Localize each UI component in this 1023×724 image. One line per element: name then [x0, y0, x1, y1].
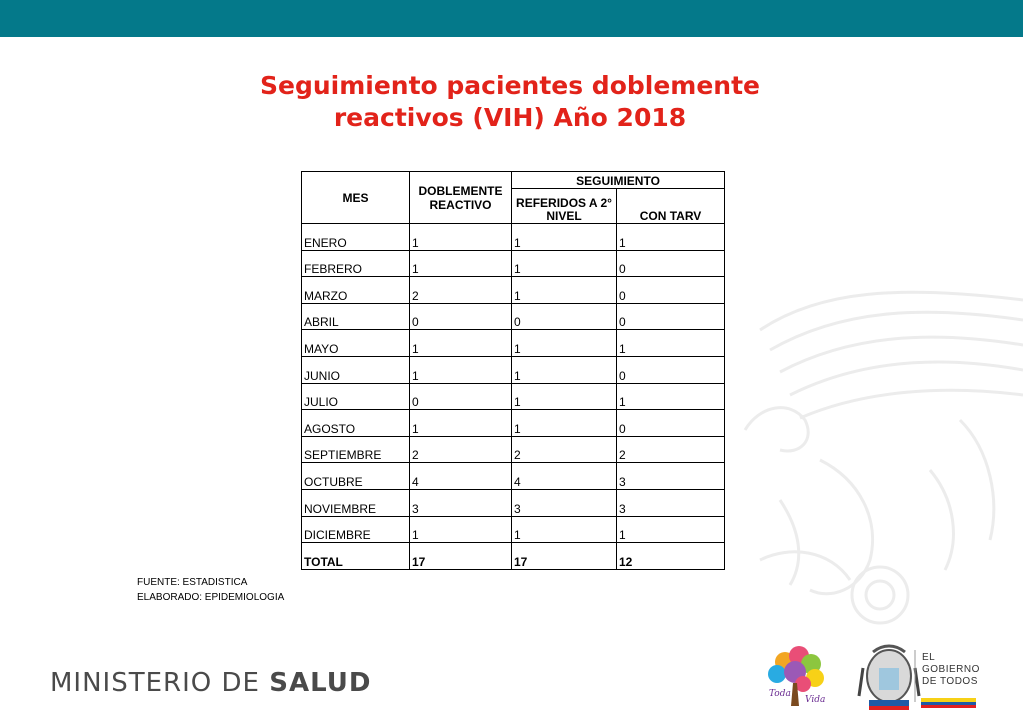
cell-referidos: 0: [512, 303, 617, 330]
cell-doblemente-reactivo: 1: [410, 516, 512, 543]
cell-con-tarv: 2: [617, 436, 725, 463]
cell-doblemente-reactivo: 3: [410, 489, 512, 516]
table-row: [302, 383, 725, 410]
cell-con-tarv: 1: [617, 330, 725, 357]
cell-referidos: 1: [512, 330, 617, 357]
cell-con-tarv: 3: [617, 489, 725, 516]
ministry-logo-text: [50, 668, 371, 698]
cell-doblemente-reactivo: 1: [410, 250, 512, 277]
header-referidos: REFERIDOS A 2° NIVEL: [512, 189, 617, 224]
slide-title: [230, 70, 790, 134]
tree-logo-icon: [768, 646, 825, 706]
cell-doblemente-reactivo: 1: [410, 410, 512, 437]
cell-con-tarv: 1: [617, 383, 725, 410]
cell-con-tarv: 1: [617, 516, 725, 543]
cell-mes: JUNIO: [302, 356, 410, 383]
table-row: [302, 463, 725, 490]
table-row: [302, 330, 725, 357]
flag-stripe-icon: [921, 698, 976, 708]
cell-mes: DICIEMBRE: [302, 516, 410, 543]
cell-mes: MAYO: [302, 330, 410, 357]
cell-mes: NOVIEMBRE: [302, 489, 410, 516]
cell-con-tarv: 0: [617, 277, 725, 304]
table-row: [302, 277, 725, 304]
gobierno-logo-text: [922, 652, 980, 688]
cell-con-tarv: 0: [617, 303, 725, 330]
table-row: [302, 356, 725, 383]
cell-referidos: 17: [512, 543, 617, 570]
table-body: [302, 224, 725, 570]
cell-mes: ABRIL: [302, 303, 410, 330]
cell-referidos: 1: [512, 250, 617, 277]
cell-mes: ENERO: [302, 224, 410, 251]
cell-doblemente-reactivo: 2: [410, 436, 512, 463]
cell-referidos: 1: [512, 383, 617, 410]
gobierno-line-2: GOBIERNO: [922, 664, 980, 675]
table-row: [302, 516, 725, 543]
table-total-row: [302, 543, 725, 570]
title-line-2: reactivos (VIH) Año 2018: [333, 103, 687, 132]
cell-mes: JULIO: [302, 383, 410, 410]
header-doblemente-reactivo: DOBLEMENTE REACTIVO: [410, 172, 512, 224]
svg-text:Toda: Toda: [769, 689, 791, 699]
cell-referidos: 2: [512, 436, 617, 463]
source-notes: [137, 576, 284, 605]
table-row: [302, 224, 725, 251]
gobierno-line-3: DE TODOS: [922, 676, 978, 687]
table-row: [302, 303, 725, 330]
cell-referidos: 4: [512, 463, 617, 490]
cell-doblemente-reactivo: 0: [410, 303, 512, 330]
title-line-1: Seguimiento pacientes doblemente: [259, 71, 761, 100]
table-row: [302, 436, 725, 463]
note-elaborado: ELABORADO: EPIDEMIOLOGIA: [137, 591, 285, 603]
cell-referidos: 1: [512, 516, 617, 543]
cell-mes: SEPTIEMBRE: [302, 436, 410, 463]
cell-doblemente-reactivo: 1: [410, 330, 512, 357]
top-bar: [0, 0, 1023, 37]
cell-con-tarv: 1: [617, 224, 725, 251]
cell-doblemente-reactivo: 4: [410, 463, 512, 490]
table-row: [302, 250, 725, 277]
cell-referidos: 1: [512, 224, 617, 251]
coat-of-arms-icon: [859, 646, 919, 710]
note-fuente: FUENTE: ESTADISTICA: [137, 577, 248, 588]
cell-mes: AGOSTO: [302, 410, 410, 437]
cell-con-tarv: 12: [617, 543, 725, 570]
cell-con-tarv: 0: [617, 410, 725, 437]
cell-doblemente-reactivo: 1: [410, 224, 512, 251]
cell-mes: TOTAL: [302, 543, 410, 570]
ministry-name-bold: SALUD: [269, 668, 372, 698]
cell-mes: OCTUBRE: [302, 463, 410, 490]
cell-doblemente-reactivo: 0: [410, 383, 512, 410]
cell-referidos: 3: [512, 489, 617, 516]
table-row: [302, 489, 725, 516]
table-row: [302, 410, 725, 437]
cell-referidos: 1: [512, 410, 617, 437]
header-mes: MES: [302, 172, 410, 224]
cell-mes: FEBRERO: [302, 250, 410, 277]
cell-doblemente-reactivo: 2: [410, 277, 512, 304]
svg-text:Vida: Vida: [805, 695, 826, 705]
gobierno-line-1: EL: [922, 652, 936, 663]
cell-con-tarv: 0: [617, 356, 725, 383]
cell-mes: MARZO: [302, 277, 410, 304]
cell-con-tarv: 3: [617, 463, 725, 490]
followup-table: [301, 171, 725, 570]
header-seguimiento: SEGUIMIENTO: [512, 172, 725, 189]
cell-con-tarv: 0: [617, 250, 725, 277]
cell-referidos: 1: [512, 356, 617, 383]
cell-referidos: 1: [512, 277, 617, 304]
cell-doblemente-reactivo: 17: [410, 543, 512, 570]
cell-doblemente-reactivo: 1: [410, 356, 512, 383]
ministry-name-light: MINISTERIO DE: [50, 668, 270, 698]
header-con-tarv: CON TARV: [617, 189, 725, 224]
